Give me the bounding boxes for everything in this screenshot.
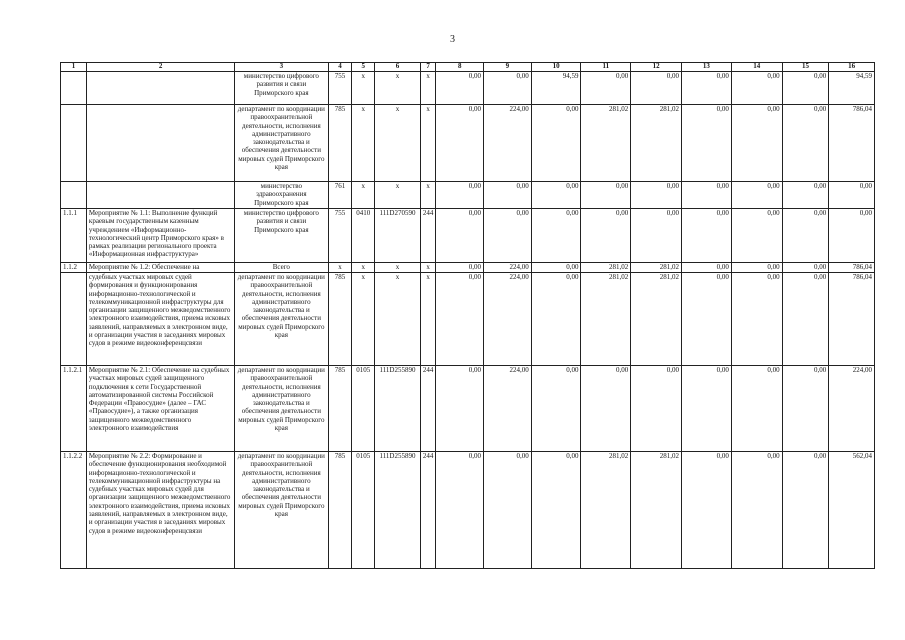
cell-col-13: 0,00 bbox=[682, 72, 732, 105]
cell-col-8: 0,00 bbox=[436, 273, 484, 366]
table-row bbox=[61, 182, 875, 209]
cell-col-16: 0,00 bbox=[829, 209, 875, 263]
cell-col-5: x bbox=[352, 263, 375, 273]
table-row bbox=[61, 273, 875, 366]
cell-col-13: 0,00 bbox=[682, 263, 732, 273]
cell-col-3: департамент по координации правоохранительной деятельности, исполнения административного законодательства и обеспечения деятельности мировых судей Приморского края bbox=[235, 452, 328, 569]
cell-col-12: 281,02 bbox=[631, 263, 682, 273]
cell-col-1 bbox=[61, 72, 87, 105]
cell-col-2: Мероприятие № 1.2: Обеспечение на bbox=[86, 263, 234, 273]
column-header-15: 15 bbox=[782, 63, 829, 72]
cell-col-5: 0105 bbox=[352, 452, 375, 569]
cell-col-3: министерство цифрового развития и связи Приморского края bbox=[235, 72, 328, 105]
cell-col-15: 0,00 bbox=[782, 366, 829, 452]
cell-col-8: 0,00 bbox=[436, 209, 484, 263]
cell-col-10: 0,00 bbox=[531, 209, 581, 263]
cell-col-4: 785 bbox=[328, 105, 352, 182]
column-header-5: 5 bbox=[352, 63, 375, 72]
cell-col-9: 0,00 bbox=[484, 209, 532, 263]
cell-col-11: 0,00 bbox=[581, 209, 631, 263]
table-row bbox=[61, 209, 875, 263]
cell-col-5: 0105 bbox=[352, 366, 375, 452]
cell-col-1: 1.1.2.2 bbox=[61, 452, 87, 569]
cell-col-7: x bbox=[420, 273, 436, 366]
column-header-4: 4 bbox=[328, 63, 352, 72]
cell-col-11: 0,00 bbox=[581, 182, 631, 209]
column-header-6: 6 bbox=[375, 63, 421, 72]
cell-col-6: 111D270590 bbox=[375, 209, 421, 263]
cell-col-13: 0,00 bbox=[682, 105, 732, 182]
header-row bbox=[61, 63, 875, 72]
cell-col-10: 0,00 bbox=[531, 105, 581, 182]
cell-col-1: 1.1.1 bbox=[61, 209, 87, 263]
cell-col-13: 0,00 bbox=[682, 366, 732, 452]
cell-col-7: x bbox=[420, 72, 436, 105]
cell-col-11: 281,02 bbox=[581, 263, 631, 273]
cell-col-6: x bbox=[375, 182, 421, 209]
cell-col-14: 0,00 bbox=[731, 263, 782, 273]
cell-col-7: 244 bbox=[420, 209, 436, 263]
cell-col-13: 0,00 bbox=[682, 273, 732, 366]
cell-col-6: x bbox=[375, 263, 421, 273]
cell-col-7: 244 bbox=[420, 366, 436, 452]
cell-col-15: 0,00 bbox=[782, 72, 829, 105]
cell-col-4: x bbox=[328, 263, 352, 273]
cell-col-2 bbox=[86, 72, 234, 105]
cell-col-16: 0,00 bbox=[829, 182, 875, 209]
cell-col-16: 786,04 bbox=[829, 263, 875, 273]
cell-col-2 bbox=[86, 105, 234, 182]
cell-col-6: x bbox=[375, 105, 421, 182]
table-body bbox=[61, 72, 875, 569]
cell-col-15: 0,00 bbox=[782, 105, 829, 182]
cell-col-6: x bbox=[375, 273, 421, 366]
cell-col-10: 0,00 bbox=[531, 182, 581, 209]
cell-col-14: 0,00 bbox=[731, 273, 782, 366]
column-header-7: 7 bbox=[420, 63, 436, 72]
cell-col-4: 785 bbox=[328, 273, 352, 366]
cell-col-12: 0,00 bbox=[631, 366, 682, 452]
column-header-14: 14 bbox=[731, 63, 782, 72]
cell-col-13: 0,00 bbox=[682, 182, 732, 209]
table-row bbox=[61, 105, 875, 182]
cell-col-2: Мероприятие № 1.1: Выполнение функций краевым государственным казенным учреждением «Информационно-технологический центр Приморского края» в рамках реализации регионального проекта «Информационная инфраструктура» bbox=[86, 209, 234, 263]
cell-col-13: 0,00 bbox=[682, 209, 732, 263]
cell-col-15: 0,00 bbox=[782, 209, 829, 263]
column-header-12: 12 bbox=[631, 63, 682, 72]
cell-col-10: 94,59 bbox=[531, 72, 581, 105]
cell-col-4: 785 bbox=[328, 366, 352, 452]
cell-col-16: 786,04 bbox=[829, 273, 875, 366]
column-header-8: 8 bbox=[436, 63, 484, 72]
cell-col-6: x bbox=[375, 72, 421, 105]
cell-col-5: x bbox=[352, 105, 375, 182]
cell-col-9: 224,00 bbox=[484, 263, 532, 273]
cell-col-7: 244 bbox=[420, 452, 436, 569]
cell-col-15: 0,00 bbox=[782, 452, 829, 569]
cell-col-1: 1.1.2.1 bbox=[61, 366, 87, 452]
cell-col-9: 224,00 bbox=[484, 273, 532, 366]
cell-col-15: 0,00 bbox=[782, 182, 829, 209]
cell-col-3: министерство цифрового развития и связи Приморского края bbox=[235, 209, 328, 263]
cell-col-9: 0,00 bbox=[484, 72, 532, 105]
cell-col-14: 0,00 bbox=[731, 209, 782, 263]
cell-col-1 bbox=[61, 105, 87, 182]
cell-col-16: 224,00 bbox=[829, 366, 875, 452]
cell-col-3: министерство здравоохранения Приморского края bbox=[235, 182, 328, 209]
cell-col-5: x bbox=[352, 72, 375, 105]
cell-col-4: 755 bbox=[328, 209, 352, 263]
cell-col-5: x bbox=[352, 273, 375, 366]
table-row bbox=[61, 366, 875, 452]
column-header-11: 11 bbox=[581, 63, 631, 72]
cell-col-11: 281,02 bbox=[581, 452, 631, 569]
cell-col-15: 0,00 bbox=[782, 263, 829, 273]
cell-col-3: Всего bbox=[235, 263, 328, 273]
cell-col-16: 562,04 bbox=[829, 452, 875, 569]
cell-col-15: 0,00 bbox=[782, 273, 829, 366]
cell-col-16: 94,59 bbox=[829, 72, 875, 105]
cell-col-12: 281,02 bbox=[631, 273, 682, 366]
column-header-16: 16 bbox=[829, 63, 875, 72]
cell-col-5: x bbox=[352, 182, 375, 209]
cell-col-16: 786,04 bbox=[829, 105, 875, 182]
column-header-1: 1 bbox=[61, 63, 87, 72]
cell-col-4: 785 bbox=[328, 452, 352, 569]
cell-col-8: 0,00 bbox=[436, 263, 484, 273]
cell-col-1 bbox=[61, 273, 87, 366]
cell-col-10: 0,00 bbox=[531, 452, 581, 569]
cell-col-9: 0,00 bbox=[484, 452, 532, 569]
cell-col-12: 0,00 bbox=[631, 182, 682, 209]
cell-col-7: x bbox=[420, 182, 436, 209]
cell-col-14: 0,00 bbox=[731, 105, 782, 182]
cell-col-3: департамент по координации правоохранительной деятельности, исполнения административного законодательства и обеспечения деятельности мировых судей Приморского края bbox=[235, 105, 328, 182]
table-row bbox=[61, 452, 875, 569]
page-number: 3 bbox=[450, 34, 455, 45]
cell-col-2 bbox=[86, 182, 234, 209]
cell-col-2: Мероприятие № 2.1: Обеспечение на судебных участках мировых судей защищенного подключения к сети Государственной автоматизированной системы Российской Федерации «Правосудие» (далее – ГАС «Правосудие»), а также организация защищенного межведомственного электронного взаимодействия bbox=[86, 366, 234, 452]
cell-col-4: 755 bbox=[328, 72, 352, 105]
cell-col-14: 0,00 bbox=[731, 72, 782, 105]
cell-col-1 bbox=[61, 182, 87, 209]
cell-col-14: 0,00 bbox=[731, 452, 782, 569]
cell-col-10: 0,00 bbox=[531, 263, 581, 273]
cell-col-12: 281,02 bbox=[631, 452, 682, 569]
cell-col-13: 0,00 bbox=[682, 452, 732, 569]
cell-col-1: 1.1.2 bbox=[61, 263, 87, 273]
cell-col-7: x bbox=[420, 263, 436, 273]
cell-col-10: 0,00 bbox=[531, 366, 581, 452]
column-header-3: 3 bbox=[235, 63, 328, 72]
column-header-9: 9 bbox=[484, 63, 532, 72]
cell-col-12: 281,02 bbox=[631, 105, 682, 182]
cell-col-9: 224,00 bbox=[484, 366, 532, 452]
column-header-10: 10 bbox=[531, 63, 581, 72]
cell-col-8: 0,00 bbox=[436, 105, 484, 182]
cell-col-9: 224,00 bbox=[484, 105, 532, 182]
cell-col-11: 0,00 bbox=[581, 366, 631, 452]
column-header-2: 2 bbox=[86, 63, 234, 72]
cell-col-8: 0,00 bbox=[436, 182, 484, 209]
cell-col-2: Мероприятие № 2.2: Формирование и обеспечение функционирования необходимой информационно-технологической и телекоммуникационной инфраструктуры на судебных участках мировых судей для организации защищенного межведомственного электронного взаимодействия, приема исковых заявлений, направляемых в электронном виде, и организации участия в заседаниях мировых судов в режиме видеоконференцсвязи bbox=[86, 452, 234, 569]
cell-col-12: 0,00 bbox=[631, 72, 682, 105]
cell-col-14: 0,00 bbox=[731, 182, 782, 209]
table-row bbox=[61, 72, 875, 105]
cell-col-6: 111D255890 bbox=[375, 452, 421, 569]
cell-col-8: 0,00 bbox=[436, 366, 484, 452]
cell-col-8: 0,00 bbox=[436, 72, 484, 105]
cell-col-3: департамент по координации правоохранительной деятельности, исполнения административного законодательства и обеспечения деятельности мировых судей Приморского края bbox=[235, 273, 328, 366]
cell-col-11: 281,02 bbox=[581, 105, 631, 182]
cell-col-10: 0,00 bbox=[531, 273, 581, 366]
cell-col-6: 111D255890 bbox=[375, 366, 421, 452]
table-row bbox=[61, 263, 875, 273]
budget-table bbox=[60, 62, 875, 569]
cell-col-2: судебных участках мировых судей формирования и функционирования информационно-технологической и телекоммуникационной инфраструктуры для организации защищенного межведомственного электронного взаимодействия, приема исковых заявлений, направляемых в электронном виде, и организации участия в заседаниях мировых судов в режиме видеоконференцсвязи bbox=[86, 273, 234, 366]
cell-col-4: 761 bbox=[328, 182, 352, 209]
cell-col-3: департамент по координации правоохранительной деятельности, исполнения административного законодательства и обеспечения деятельности мировых судей Приморского края bbox=[235, 366, 328, 452]
cell-col-9: 0,00 bbox=[484, 182, 532, 209]
cell-col-12: 0,00 bbox=[631, 209, 682, 263]
cell-col-14: 0,00 bbox=[731, 366, 782, 452]
cell-col-7: x bbox=[420, 105, 436, 182]
cell-col-11: 0,00 bbox=[581, 72, 631, 105]
column-header-13: 13 bbox=[682, 63, 732, 72]
cell-col-8: 0,00 bbox=[436, 452, 484, 569]
cell-col-5: 0410 bbox=[352, 209, 375, 263]
cell-col-11: 281,02 bbox=[581, 273, 631, 366]
